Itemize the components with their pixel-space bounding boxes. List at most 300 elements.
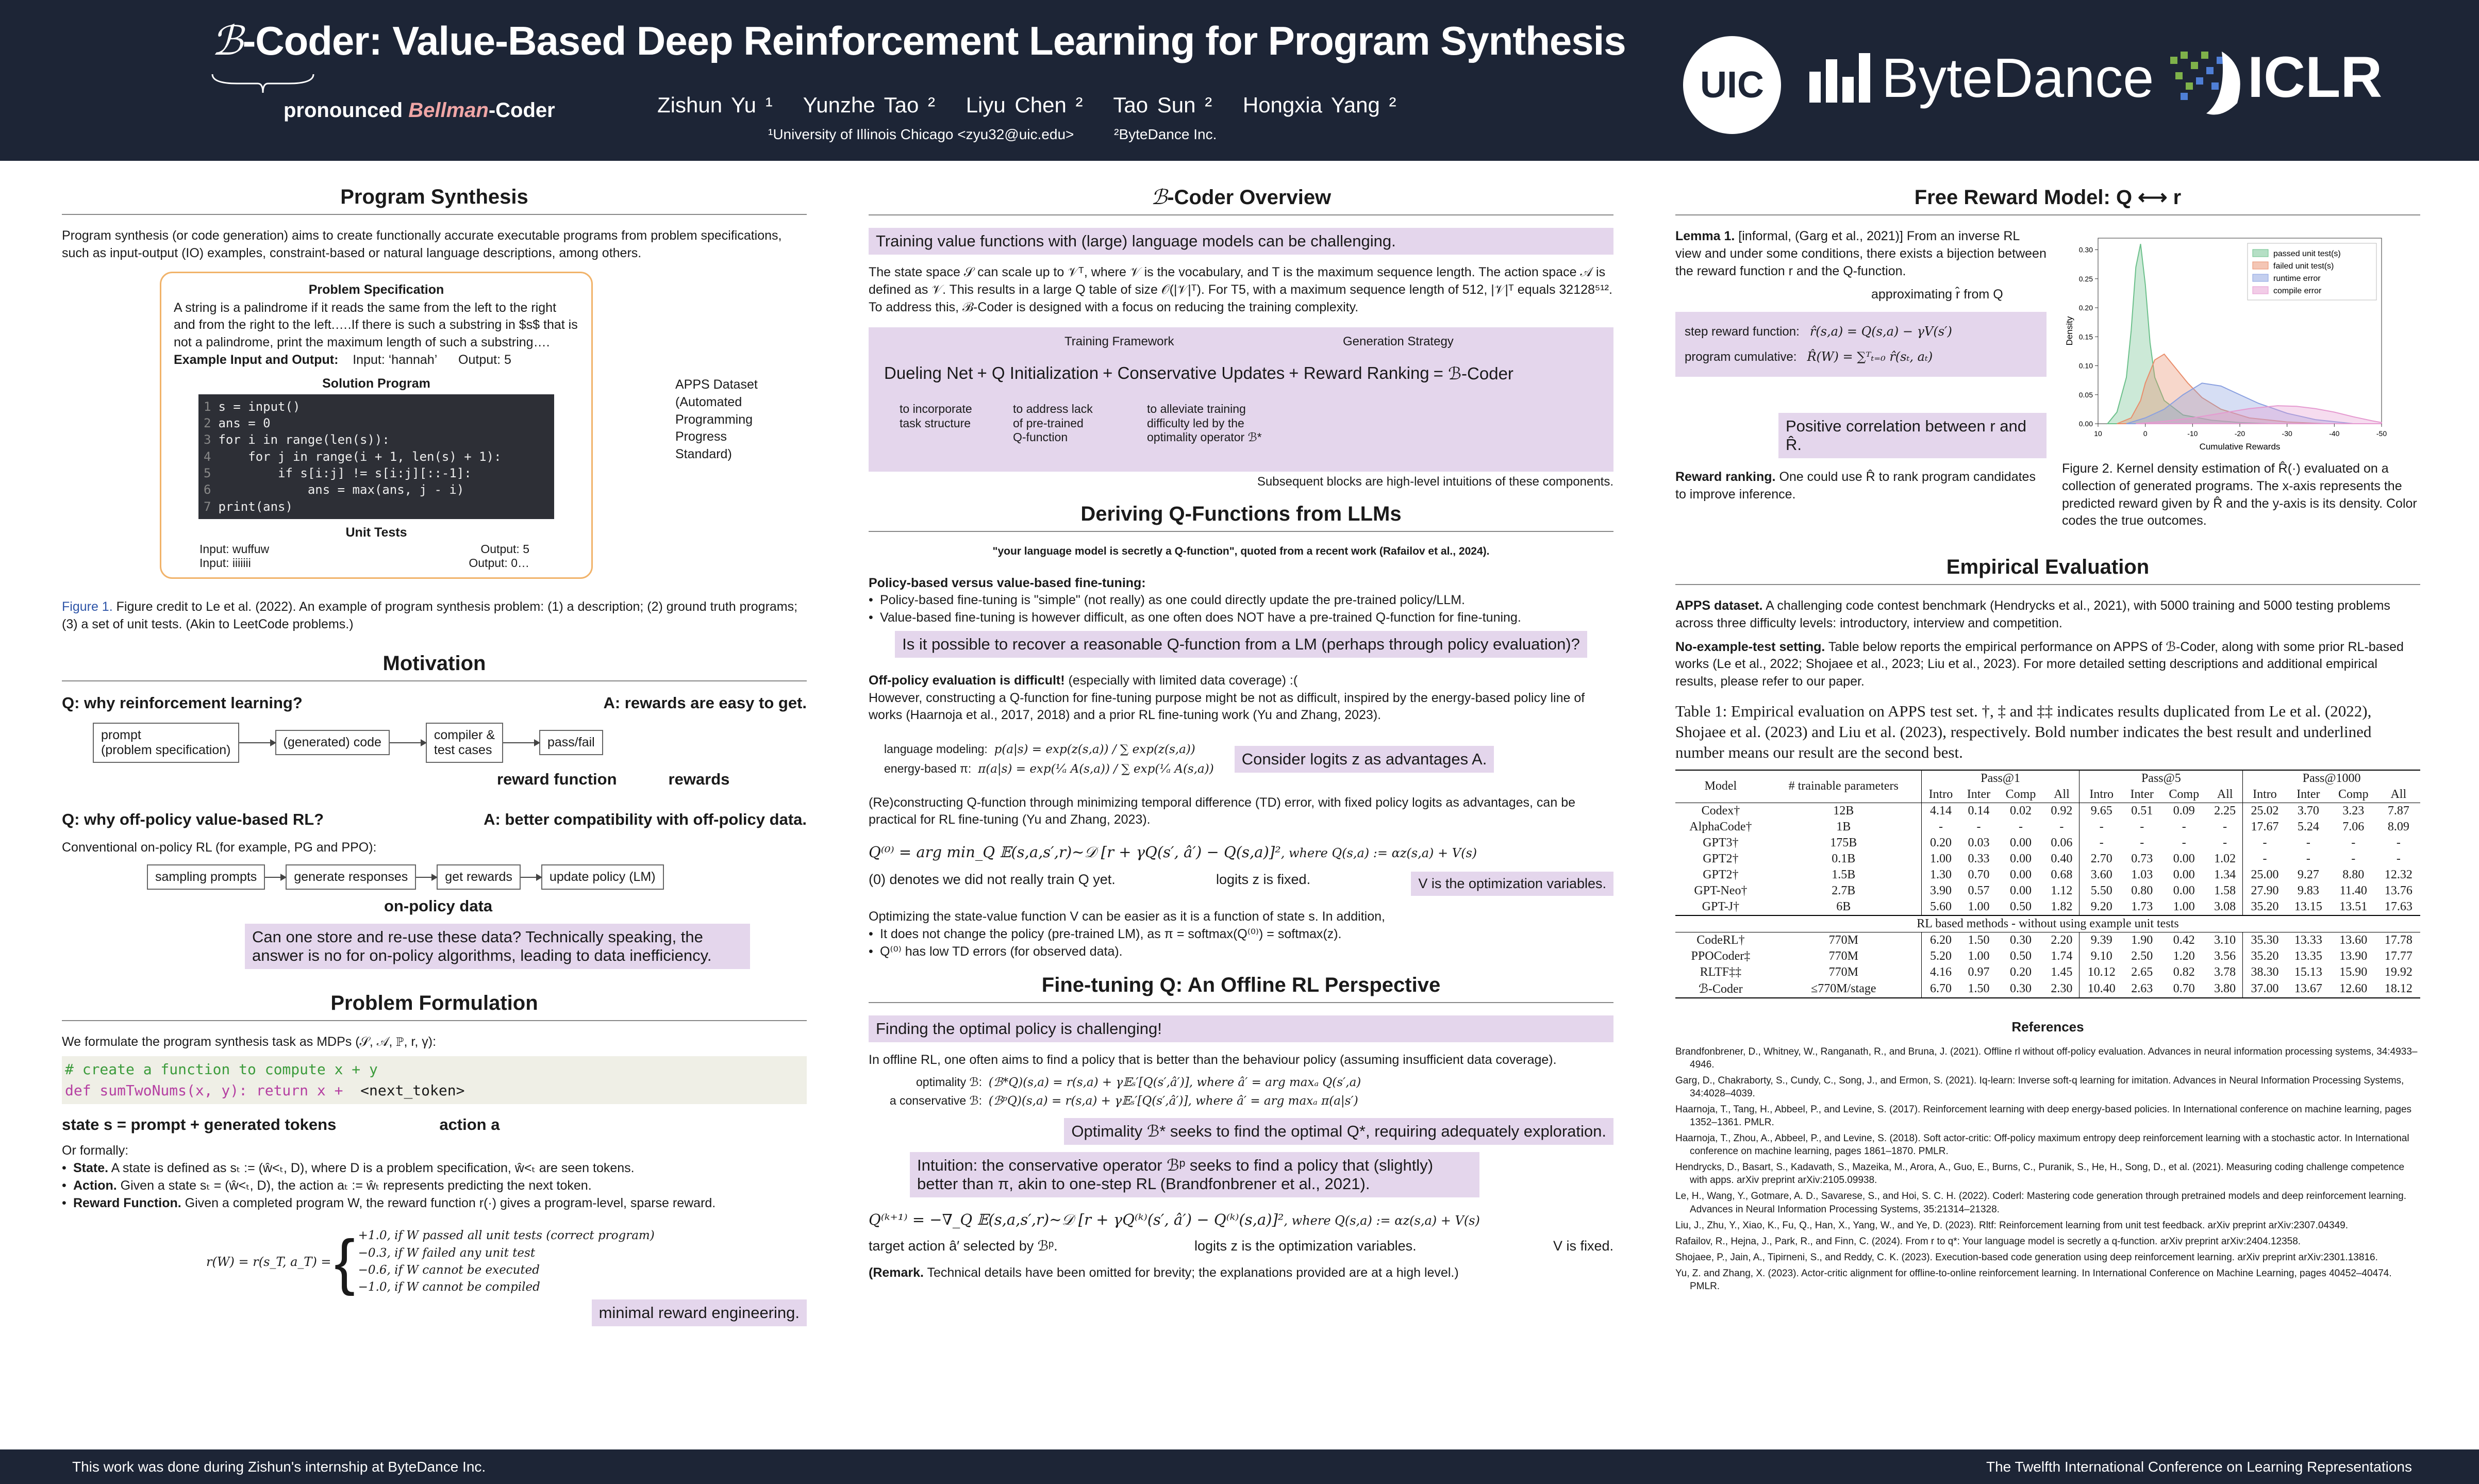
table-cell: 0.97 — [1968, 965, 1990, 979]
cumulative-row — [1685, 344, 2037, 370]
optimality-eq: (ℬ*Q)(s,a) = r(s,a) + γ𝔼ₛ′[Q(s′,â′)], where â′ = arg maxₐ Q(s′,a) — [988, 1076, 1361, 1090]
apps-dataset-text — [1675, 597, 2420, 632]
optimality-label: optimality ℬ: — [916, 1075, 982, 1089]
lemma-label: Lemma 1. — [1675, 229, 1735, 243]
underbrace-decoration — [211, 73, 314, 94]
apps-note-line: Progress — [675, 429, 727, 444]
table-cell: 0.30 — [2010, 933, 2032, 947]
example-output: Output: 5 — [458, 352, 511, 367]
lemma-text: [informal, (Garg et al., 2021)] From an inverse RL view and under some conditions, there exists a bijection between the reward function r and the Q-function. — [1675, 229, 2047, 278]
subcol-header: All — [2390, 787, 2407, 801]
td-note: logits z is fixed. — [1216, 872, 1311, 888]
question-off-policy: Q: why off-policy value-based RL? — [62, 810, 324, 828]
question-rl: Q: why reinforcement learning? — [62, 693, 303, 712]
conservative-label: a conservative ℬ: — [889, 1093, 982, 1107]
reference-item: Shojaee, P., Jain, A., Tipirneni, S., and Reddy, C. K. (2023). Execution-based code generation using deep reinforcement learning. arXiv preprint arXiv:2301.13816. — [1675, 1252, 2378, 1263]
table-cell: 6.20 — [1921, 932, 1960, 948]
motivation-qa-1 — [62, 694, 807, 712]
section-title-free-reward: Free Reward Model: Q ⟷ r — [1675, 186, 2420, 215]
no-example-body: Table below reports the empirical performance on APPS of ℬ-Coder, along with some prior RL-based works (Le et al., 2022; Shojaee et al., 2023; Liu et al., 2023). For more detailed setting descriptions and additional empirical results, please refer to our paper. — [1675, 639, 2404, 689]
td-eq-where: , where Q(s,a) := αz(s,a) + V(s) — [1280, 846, 1477, 861]
logits-callout: Consider logits z as advantages A. — [1235, 746, 1494, 773]
section-title-finetuning: Fine-tuning Q: An Offline RL Perspective — [869, 974, 1613, 1003]
optimize-v-item: • Q⁽⁰⁾ has low TD errors (for observed data). — [869, 943, 1613, 961]
table-row — [1675, 980, 2420, 998]
ope-text: However, constructing a Q-function for fine-tuning purpose might be not as difficult, inspired by the energy-based policy line of works (Haarnoja et al., 2017, 2018) and a prior RL fine-tuning work (Yu and Zhang, 2023). — [869, 690, 1585, 723]
table-cell: - — [2079, 835, 2123, 851]
figure-1-caption — [62, 598, 807, 633]
x-tick-label: -40 — [2329, 429, 2340, 438]
table-cell: 10.12 — [2079, 964, 2123, 980]
table-cell: 0.20 — [2010, 965, 2032, 979]
x-tick-label: 0 — [2143, 429, 2148, 438]
policy-value-item: • Value-based fine-tuning is however difficult, as one often does NOT have a pre-trained Q-function for fine-tuning. — [869, 609, 1613, 627]
table-cell: 6.70 — [1921, 980, 1960, 998]
table-cell: 0.14 — [1968, 804, 1990, 818]
step-reward-row — [1685, 319, 2037, 344]
table-cell: 3.08 — [2214, 899, 2236, 913]
problem-example-box — [160, 272, 593, 579]
author-list — [657, 93, 1418, 118]
reward-eq-box — [1675, 312, 2047, 377]
rl-methods-header: RL based methods - without using example unit tests — [1917, 916, 2179, 930]
table-cell: 9.20 — [2079, 899, 2123, 915]
table-cell: - — [2182, 836, 2186, 849]
table-cell: - — [2059, 820, 2064, 833]
arrow-icon — [239, 742, 275, 743]
table-cell: 3.80 — [2214, 981, 2236, 995]
subcol-header: All — [2054, 787, 2070, 801]
reference-item: Liu, J., Zhu, Y., Xiao, K., Fu, Q., Han, X., Yang, W., and Ye, D. (2023). Rltf: Reinforcement learning from unit test feedback. arXiv preprint arXiv:2307.04349. — [1675, 1220, 2349, 1231]
y-tick-label: 0.25 — [2078, 274, 2093, 283]
update-note: V is fixed. — [1553, 1238, 1613, 1254]
pronounced-note — [284, 99, 555, 122]
table-cell: - — [2243, 851, 2287, 867]
table-cell: GPT3† — [1703, 836, 1739, 849]
affiliation-bytedance: ²ByteDance Inc. — [1114, 126, 1217, 142]
minimal-reward-callout: minimal reward engineering. — [592, 1299, 807, 1326]
next-token: <next_token> — [360, 1081, 465, 1099]
reconstruct-text: (Re)constructing Q-function through minimizing temporal difference (TD) error, with fixed policy logits as advantages, can be practical for RL fine-tuning (Yu and Zhang, 2023). — [869, 795, 1575, 827]
table-cell: 0.02 — [2010, 804, 2032, 818]
table-cell: 1.00 — [1968, 949, 1990, 963]
table-cell: GPT-Neo† — [1694, 883, 1748, 897]
table-cell: 770M — [1828, 933, 1858, 947]
free-reward-right — [2062, 228, 2420, 530]
table-cell: 2.7B — [1832, 883, 1856, 897]
table-cell: 7.87 — [2387, 804, 2409, 818]
subcol-header: Inter — [1967, 787, 1991, 801]
td-note: (0) denotes we did not really train Q yet. — [869, 872, 1116, 888]
title-text: -Coder: Value-Based Deep Reinforcement Learning for Program Synthesis — [242, 18, 1626, 63]
legend-swatch — [2253, 287, 2268, 294]
group-header: Pass@5 — [2079, 770, 2243, 787]
author-name: Hongxia Yang ² — [1242, 93, 1396, 117]
arrow-icon — [503, 742, 539, 743]
table-cell: 1.30 — [1921, 867, 1960, 883]
legend-label: passed unit test(s) — [2273, 249, 2341, 258]
section-title-references: References — [2011, 1019, 2084, 1035]
state-action-labels — [62, 1115, 807, 1134]
reference-item: Haarnoja, T., Tang, H., Abbeel, P., and Levine, S. (2017). Reinforcement learning with deep energy-based policies. In International conference on machine learning, pages 1352–1361. PMLR. — [1675, 1104, 2412, 1128]
y-tick-label: 0.30 — [2078, 245, 2093, 254]
y-tick-label: 0.00 — [2078, 420, 2093, 428]
table-cell: 3.10 — [2214, 933, 2236, 947]
legend-label: compile error — [2273, 287, 2322, 295]
component-reward-ranking: + Reward Ranking — [1289, 363, 1429, 383]
affiliation-uic: ¹University of Illinois Chicago <zyu32@uic.edu> — [768, 126, 1074, 142]
approx-label: approximating r̂ from Q — [1871, 287, 2003, 302]
table-cell: 4.14 — [1921, 803, 1960, 819]
eq-eb: π(a|s) = exp(¹⁄ₐ A(s,a)) / ∑ exp(¹⁄ₐ A(s,a)) — [978, 762, 1214, 776]
y-axis-label: Density — [2065, 316, 2074, 346]
motivation-qa-2 — [62, 810, 807, 829]
table-cell: 0.50 — [2010, 899, 2032, 913]
action-label: action a — [439, 1115, 500, 1134]
reward-case: −0.3, if W failed any unit test — [358, 1246, 536, 1260]
reward-case: +1.0, if W passed all unit tests (correct program) — [358, 1229, 655, 1243]
table-cell: 1.82 — [2051, 899, 2073, 913]
flow-box-sampling: sampling prompts — [147, 864, 265, 890]
table-cell: 0.40 — [2051, 852, 2073, 865]
note-conservative: to alleviate training difficulty led by the optimality operator ℬ* — [1147, 402, 1262, 444]
apps-label: APPS dataset. — [1675, 598, 1763, 613]
table-cell: 0.42 — [2173, 933, 2195, 947]
table-cell: 0.70 — [2173, 981, 2195, 995]
table-row — [1675, 819, 2420, 835]
table-cell: 2.20 — [2051, 933, 2073, 947]
table-caption: Table 1: Empirical evaluation on APPS test set. †, ‡ and ‡‡ indicates results duplicated from Le et al. (2022), Shojaee et al. (2023) and Liu et al. (2023), respectively. Bold number indicates the best result and underlined number means our result are the second best. — [1675, 702, 2372, 762]
table-cell: 15.13 — [2294, 965, 2322, 979]
column-right — [1675, 186, 2420, 1296]
table-cell: 13.51 — [2339, 899, 2368, 913]
table-cell: 1.12 — [2051, 883, 2073, 897]
apps-note-line: Programming — [675, 412, 753, 427]
table-cell: 9.83 — [2297, 883, 2319, 897]
table-cell: 5.24 — [2297, 820, 2319, 833]
finetuning-text: In offline RL, one often aims to find a policy that is better than the behaviour policy (assuming insufficient data coverage). — [869, 1053, 1557, 1068]
ope-title: Off-policy evaluation is difficult! — [869, 673, 1065, 688]
section-title-program-synthesis: Program Synthesis — [62, 186, 807, 215]
table-cell: - — [2079, 819, 2123, 835]
table-cell: 13.35 — [2294, 949, 2322, 963]
subcol-header: Intro — [1921, 787, 1960, 803]
correlation-row — [1778, 413, 2047, 458]
table-cell: - — [2306, 836, 2310, 849]
section-title-overview — [869, 186, 1613, 215]
table-cell: 35.30 — [2243, 932, 2287, 948]
mdp-intro: We formulate the program synthesis task as MDPs (𝒮, 𝒜, ℙ, r, γ): — [62, 1035, 437, 1049]
table-cell: ℬ-Coder — [1699, 982, 1743, 996]
author-name: Tao Sun ² — [1113, 93, 1212, 117]
arrow-icon — [265, 877, 286, 878]
rl-divider — [1675, 915, 2420, 932]
pronounced-bellman: Bellman — [408, 99, 489, 122]
free-reward-body — [1675, 228, 2420, 530]
unit-tests-title: Unit Tests — [345, 525, 407, 540]
x-axis-label: Cumulative Rewards — [2199, 442, 2281, 452]
table-cell: 35.20 — [2243, 948, 2287, 964]
table-cell: 1B — [1836, 820, 1851, 833]
subcol-header: Intro — [2243, 787, 2287, 803]
table-cell: - — [2019, 820, 2023, 833]
table-cell: 38.30 — [2243, 964, 2287, 980]
footer-conference: The Twelfth International Conference on Learning Representations — [1986, 1459, 2412, 1475]
label-reward-function: reward function — [497, 770, 617, 788]
lemma-1 — [1675, 228, 2047, 280]
pronounced-prefix: pronounced — [284, 99, 409, 122]
table-cell: 13.76 — [2384, 883, 2413, 897]
optimize-v-list — [869, 926, 1613, 961]
reward-cases — [358, 1227, 655, 1296]
table-cell: GPT2† — [1703, 852, 1739, 865]
answer-rl: A: rewards are easy to get. — [603, 693, 807, 712]
table-cell: 3.23 — [2342, 804, 2365, 818]
legend-label: failed unit test(s) — [2273, 262, 2334, 271]
update-note: target action â′ selected by ℬᵖ. — [869, 1238, 1058, 1254]
reward-ranking-text: One could use R̂ to rank program candidates to improve inference. — [1675, 470, 2036, 502]
table-cell: 1.00 — [2173, 899, 2195, 913]
table-cell: 1.73 — [2131, 899, 2153, 913]
table-cell: 13.67 — [2294, 981, 2322, 995]
table-cell: 0.00 — [2010, 852, 2032, 865]
author-name: Liyu Chen ² — [966, 93, 1083, 117]
table-cell: 8.09 — [2387, 820, 2409, 833]
code-def: def sumTwoNums(x, y): return x + — [65, 1081, 343, 1099]
table-cell: 0.73 — [2131, 852, 2153, 865]
pronounced-suffix: -Coder — [488, 99, 555, 122]
table-row — [1675, 883, 2420, 899]
overview-banner: Training value functions with (large) language models can be challenging. — [869, 228, 1613, 255]
optimize-v-item: • It does not change the policy (pre-trained LM), as π = softmax(Q⁽⁰⁾) = softmax(z). — [869, 926, 1613, 943]
td-notes — [869, 872, 1613, 896]
table-cell: 9.65 — [2079, 803, 2123, 819]
no-example-label: No-example-test setting. — [1675, 639, 1825, 654]
legend-swatch — [2253, 262, 2268, 269]
table-cell: 1.58 — [2214, 883, 2236, 897]
table-cell: 25.00 — [2243, 867, 2287, 883]
table-row — [1675, 948, 2420, 964]
table-row — [1675, 932, 2420, 948]
code-line: 3 for i in range(len(s)): — [204, 432, 390, 447]
table-cell: 17.78 — [2384, 933, 2413, 947]
table-cell: - — [2396, 852, 2401, 865]
test-output: Output: 5 — [480, 542, 529, 556]
table-cell: 12B — [1833, 804, 1854, 818]
table-row — [1675, 899, 2420, 915]
update-equation — [869, 1211, 1613, 1229]
table-cell: RLTF‡‡ — [1700, 965, 1742, 979]
question-row — [869, 631, 1613, 658]
subcol-header: Comp — [2338, 787, 2369, 801]
flow-box-generate: generate responses — [286, 864, 416, 890]
table-cell: 18.12 — [2384, 981, 2413, 995]
table-cell: 0.00 — [2173, 852, 2195, 865]
table-cell: 17.77 — [2384, 949, 2413, 963]
intuition-callout: Intuition: the conservative operator ℬᵖ seeks to find a policy that (slightly) better than π, akin to one-step RL (Brandfonbrener et al., 2021). — [910, 1152, 1479, 1197]
table-cell: - — [2223, 820, 2227, 833]
table-cell: 35.20 — [2243, 899, 2287, 915]
training-framework-label: Training Framework — [1064, 335, 1174, 349]
table-row — [1675, 867, 2420, 883]
section-title-deriving: Deriving Q-Functions from LLMs — [869, 503, 1613, 532]
table-cell: - — [2396, 836, 2401, 849]
arrow-icon — [521, 877, 541, 878]
overview-title-text: -Coder Overview — [1167, 186, 1332, 209]
apps-dataset-note — [675, 376, 758, 463]
table-cell: 9.39 — [2079, 932, 2123, 948]
table-cell: 0.57 — [1968, 883, 1990, 897]
table-cell: 0.92 — [2051, 804, 2073, 818]
table-cell: 2.70 — [2079, 851, 2123, 867]
mdp-action-item: • Action. Given a state sₜ = (ŵ<ₜ, D), the action aₜ := ŵₜ represents predicting the next token. — [62, 1177, 807, 1195]
arrow-icon — [416, 877, 437, 878]
conservative-eq: (ℬᵖQ)(s,a) = r(s,a) + γ𝔼ₛ′[Q(s′,â′)], where â′ = arg maxₐ π(a|s′) — [988, 1094, 1358, 1108]
label-rewards: rewards — [668, 770, 730, 788]
legend-swatch — [2253, 249, 2268, 257]
reward-flow-labels — [497, 770, 807, 789]
table-cell: 13.90 — [2339, 949, 2368, 963]
operator-equations — [874, 1073, 1613, 1110]
overview-text: The state space 𝒮 can scale up to 𝒱ᵀ, where 𝒱 is the vocabulary, and T is the maximum sequence length. The action space 𝒜 is defined as 𝒱. This results in a large Q table of size 𝒪(|𝒱|ᵀ). For T5, with a maximum sequence length of 512, |𝒱|ᵀ equals 32128⁵¹². To address this, ℬ-Coder is designed with a focus on reducing the training complexity. — [869, 265, 1612, 314]
optimality-callout-row — [869, 1118, 1613, 1145]
x-tick-label: -30 — [2282, 429, 2292, 438]
table-cell: 13.33 — [2294, 933, 2322, 947]
section-title-formulation: Problem Formulation — [62, 992, 807, 1021]
column-middle — [869, 186, 1613, 1282]
poster-header — [0, 0, 2479, 161]
update-note: logits z is the optimization variables. — [1194, 1238, 1417, 1254]
test-input: Input: wuffuw — [199, 542, 270, 556]
figure-2-label: Figure 2. — [2062, 461, 2113, 476]
table-cell: 3.90 — [1921, 883, 1960, 899]
code-comment: # create a function to compute x + y — [65, 1061, 378, 1078]
apps-note-line: APPS Dataset — [675, 377, 758, 392]
affiliations — [768, 126, 1253, 143]
component-conservative: + Conservative Updates — [1103, 363, 1285, 383]
code-line: 7 print(ans) — [204, 499, 293, 514]
bytedance-logo — [1809, 45, 2154, 110]
table-cell: 1.50 — [1968, 981, 1990, 995]
update-eq-where: , where Q(s,a) := αz(s,a) + V(s) — [1284, 1213, 1480, 1228]
correlation-callout: Positive correlation between r and R̂. — [1778, 413, 2047, 458]
update-eq-main: Q⁽ᵏ⁺¹⁾ = −∇_Q 𝔼(s,a,s′,r)∼𝒟 [r + γQ⁽ᵏ⁾(s′, â′) − Q⁽ᵏ⁾(s,a)]² — [869, 1211, 1284, 1229]
reference-list — [1675, 1045, 2420, 1293]
bytedance-wordmark: ByteDance — [1882, 46, 2154, 109]
component-q-init: + Q Initialization — [977, 363, 1099, 383]
subcol-header: Inter — [2297, 787, 2320, 801]
reward-ranking — [1675, 469, 2047, 504]
recover-q-question: Is it possible to recover a reasonable Q-function from a LM (perhaps through policy evaluation)? — [895, 631, 1587, 658]
reference-item: Haarnoja, T., Zhou, A., Abbeel, P., and Levine, S. (2018). Soft actor-critic: Off-policy maximum entropy deep reinforcement learning with a stochastic actor. In International conference on machine learning, pages 1861–1870. PMLR. — [1675, 1133, 2409, 1157]
figure-2-caption — [2062, 460, 2420, 530]
solution-title: Solution Program — [322, 376, 430, 391]
title-symbol: ℬ — [211, 18, 243, 64]
table-cell: 1.45 — [2051, 965, 2073, 979]
x-tick-label: -50 — [2376, 429, 2387, 438]
conventional-rl-text: Conventional on-policy RL (for example, PG and PPO): — [62, 840, 377, 855]
table-cell: ≤770M/stage — [1811, 981, 1876, 995]
legend-label: runtime error — [2273, 274, 2321, 283]
table-cell: 0.00 — [2010, 883, 2032, 897]
deriving-quote: "your language model is secretly a Q-function", quoted from a recent work (Rafailov et al., 2024). — [992, 545, 1490, 558]
table-cell: 0.82 — [2173, 965, 2195, 979]
reference-item: Garg, D., Chakraborty, S., Cundy, C., Song, J., and Ermon, S. (2021). Iq-learn: Inverse soft-q learning for imitation. Advances in Neural Information Processing Systems, 34:4028–4039. — [1675, 1075, 2404, 1099]
table-cell: 0.00 — [2173, 883, 2195, 897]
table-cell: - — [2140, 836, 2144, 849]
apps-text: A challenging code contest benchmark (Hendrycks et al., 2021), with 5000 training and 5000 testing problems across three difficulty levels: introductory, interview and competition. — [1675, 598, 2390, 630]
mdp-reward-item: • Reward Function. Given a completed program W, the reward function r(·) gives a program-level, sparse reward. — [62, 1195, 807, 1212]
no-example-text — [1675, 639, 2420, 691]
table-cell: 0.80 — [2131, 883, 2153, 897]
table-cell: 12.32 — [2384, 868, 2413, 881]
policy-value-list — [869, 592, 1613, 627]
energy-equations — [884, 740, 1613, 779]
table-row — [1675, 835, 2420, 851]
table-cell: - — [2182, 820, 2186, 833]
eq-eb-row — [884, 759, 1214, 779]
reward-ranking-label: Reward ranking. — [1675, 470, 1776, 484]
table-cell: - — [2223, 836, 2227, 849]
subcol-header: Comp — [2169, 787, 2200, 801]
td-equation — [869, 843, 1613, 861]
table-cell: 17.63 — [2384, 899, 2413, 913]
x-tick-label: 10 — [2094, 429, 2102, 438]
table-cell: - — [2306, 852, 2310, 865]
bytedance-bars-icon — [1809, 53, 1870, 103]
table-cell: 1.5B — [1832, 868, 1856, 881]
table-cell: 27.90 — [2243, 883, 2287, 899]
table-cell: 9.27 — [2297, 868, 2319, 881]
table-cell: 25.02 — [2243, 803, 2287, 819]
group-header: Pass@1000 — [2243, 770, 2420, 787]
table-cell: 13.60 — [2339, 933, 2368, 947]
table-cell: 1.02 — [2214, 852, 2236, 865]
table-cell: GPT2† — [1703, 868, 1739, 881]
table-cell: 4.16 — [1921, 964, 1960, 980]
code-line: 5 if s[i:j] != s[i:j][::-1]: — [204, 466, 472, 481]
answer-off-policy: A: better compatibility with off-policy data. — [484, 810, 807, 828]
table-cell: 3.56 — [2214, 949, 2236, 963]
table-cell: 0.00 — [2010, 836, 2032, 849]
poster-footer — [0, 1449, 2479, 1484]
table-row — [1675, 803, 2420, 819]
x-tick-label: -10 — [2187, 429, 2198, 438]
policy-value-item: • Policy-based fine-tuning is "simple" (not really) as one could directly update the pre-trained policy/LLM. — [869, 592, 1613, 609]
table-cell: 17.67 — [2243, 819, 2287, 835]
cumulative-label: program cumulative: — [1685, 350, 1797, 364]
reward-case: −0.6, if W cannot be executed — [358, 1263, 540, 1277]
col-header-model: Model — [1704, 779, 1737, 793]
reference-item: Le, H., Wang, Y., Gotmare, A. D., Savarese, S., and Hoi, S. C. H. (2022). Coderl: Mastering code generation through pretrained models and deep reinforcement learning. Advances in Neural Information Processing Systems, 35:21314–21328. — [1675, 1191, 2407, 1215]
table-cell: 1.90 — [2131, 933, 2153, 947]
table-cell: AlphaCode† — [1689, 820, 1752, 833]
on-policy-flow-diagram — [147, 864, 807, 890]
unit-test-row — [199, 542, 529, 556]
uic-logo: UIC — [1683, 36, 1781, 134]
table-cell: 13.15 — [2294, 899, 2322, 913]
reference-item: Rafailov, R., Hejna, J., Park, R., and Finn, C. (2024). From r to q*: Your language model is secretly a q-function. arXiv preprint arXiv:2404.12358. — [1675, 1236, 2301, 1247]
component-b-coder: = ℬ-Coder — [1433, 364, 1513, 383]
table-cell: 1.20 — [2173, 949, 2195, 963]
figure-1-text: Figure credit to Le et al. (2022). An example of program synthesis problem: (1) a description; (2) ground truth programs; (3) a set of unit tests. (Akin to LeetCode problems.) — [62, 599, 798, 631]
y-tick-label: 0.20 — [2078, 304, 2093, 312]
table-cell: - — [2140, 820, 2144, 833]
table-cell: 5.50 — [2079, 883, 2123, 899]
remark-label: (Remark. — [869, 1265, 924, 1280]
table-cell: 19.92 — [2384, 965, 2413, 979]
solution-code — [198, 394, 554, 520]
